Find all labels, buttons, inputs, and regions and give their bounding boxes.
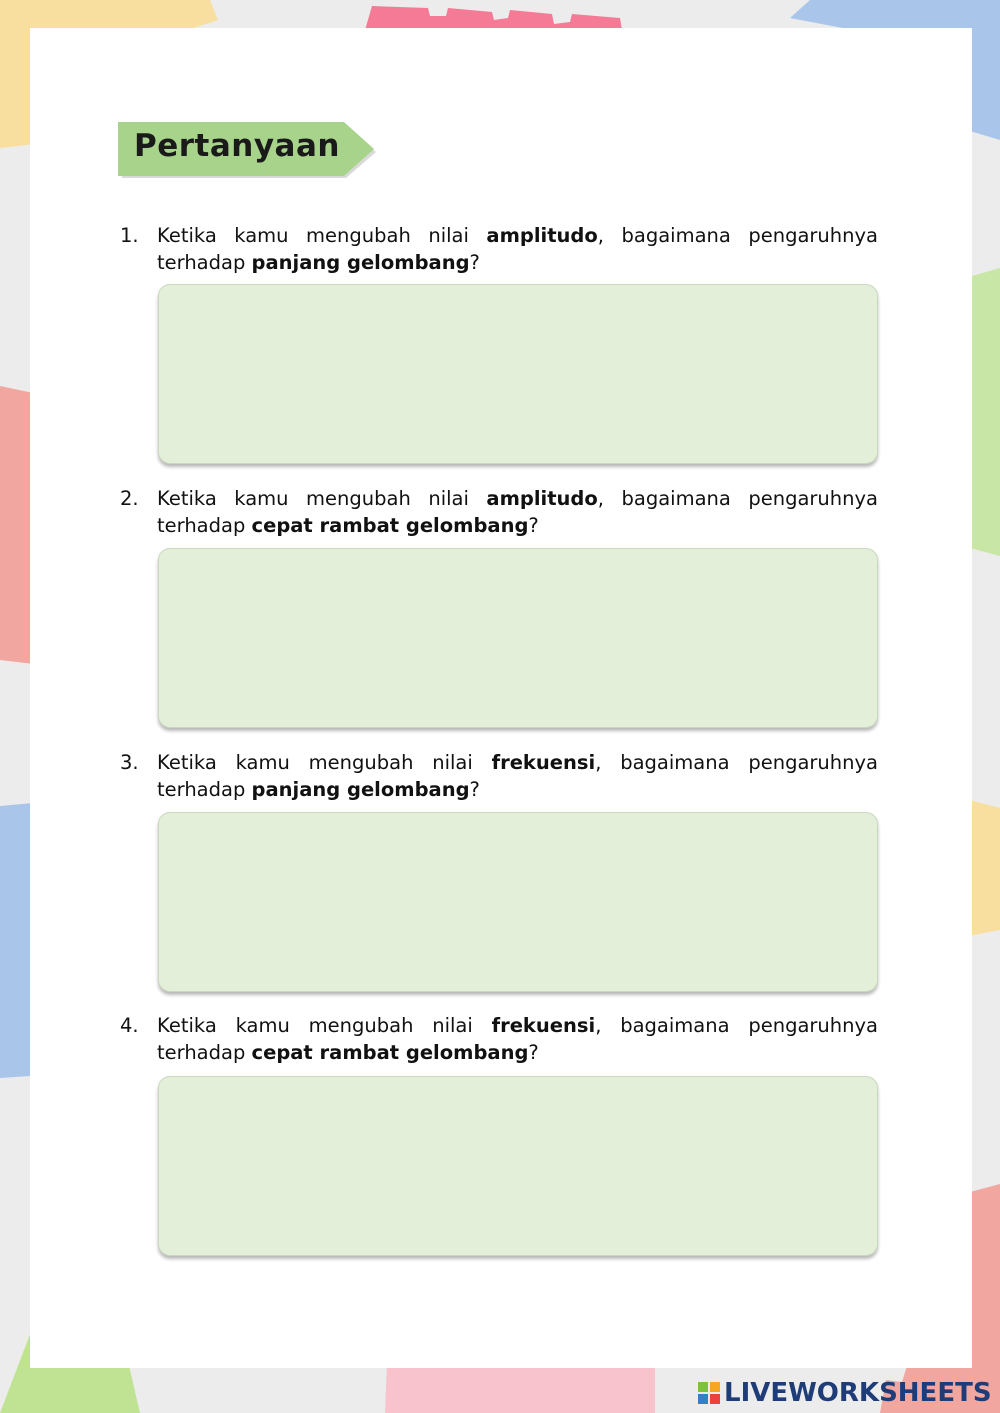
question-1 <box>120 222 878 276</box>
logo-text: LIVEWORKSHEETS <box>724 1378 992 1408</box>
question-text: Ketika kamu mengubah nilai frekuensi, bagaimana pengaruhnya terhadap panjang gelombang? <box>157 751 878 801</box>
keyword: amplitudo <box>486 224 598 247</box>
answer-box-4[interactable] <box>158 1076 878 1256</box>
question-number: 2. <box>120 487 139 510</box>
question-number: 4. <box>120 1014 139 1037</box>
keyword: cepat rambat gelombang <box>251 514 529 537</box>
keyword: frekuensi <box>491 751 596 774</box>
keyword: cepat rambat gelombang <box>251 1041 529 1064</box>
question-number: 3. <box>120 751 139 774</box>
question-text: Ketika kamu mengubah nilai amplitudo, bagaimana pengaruhnya terhadap cepat rambat gelombang? <box>157 487 878 537</box>
answer-box-1[interactable] <box>158 284 878 464</box>
keyword: frekuensi <box>491 1014 596 1037</box>
title-banner <box>118 122 378 180</box>
page-title: Pertanyaan <box>134 128 340 164</box>
question-4 <box>120 1012 878 1066</box>
question-text: Ketika kamu mengubah nilai amplitudo, bagaimana pengaruhnya terhadap panjang gelombang? <box>157 224 878 274</box>
question-2 <box>120 485 878 539</box>
answer-box-2[interactable] <box>158 548 878 728</box>
question-text: Ketika kamu mengubah nilai frekuensi, bagaimana pengaruhnya terhadap cepat rambat gelombang? <box>157 1014 878 1064</box>
answer-box-3[interactable] <box>158 812 878 992</box>
keyword: panjang gelombang <box>251 778 470 801</box>
keyword: amplitudo <box>486 487 598 510</box>
keyword: panjang gelombang <box>251 251 470 274</box>
question-3 <box>120 749 878 803</box>
question-number: 1. <box>120 224 139 247</box>
liveworksheets-logo-icon <box>698 1382 720 1404</box>
deco-pink-top <box>365 6 622 30</box>
